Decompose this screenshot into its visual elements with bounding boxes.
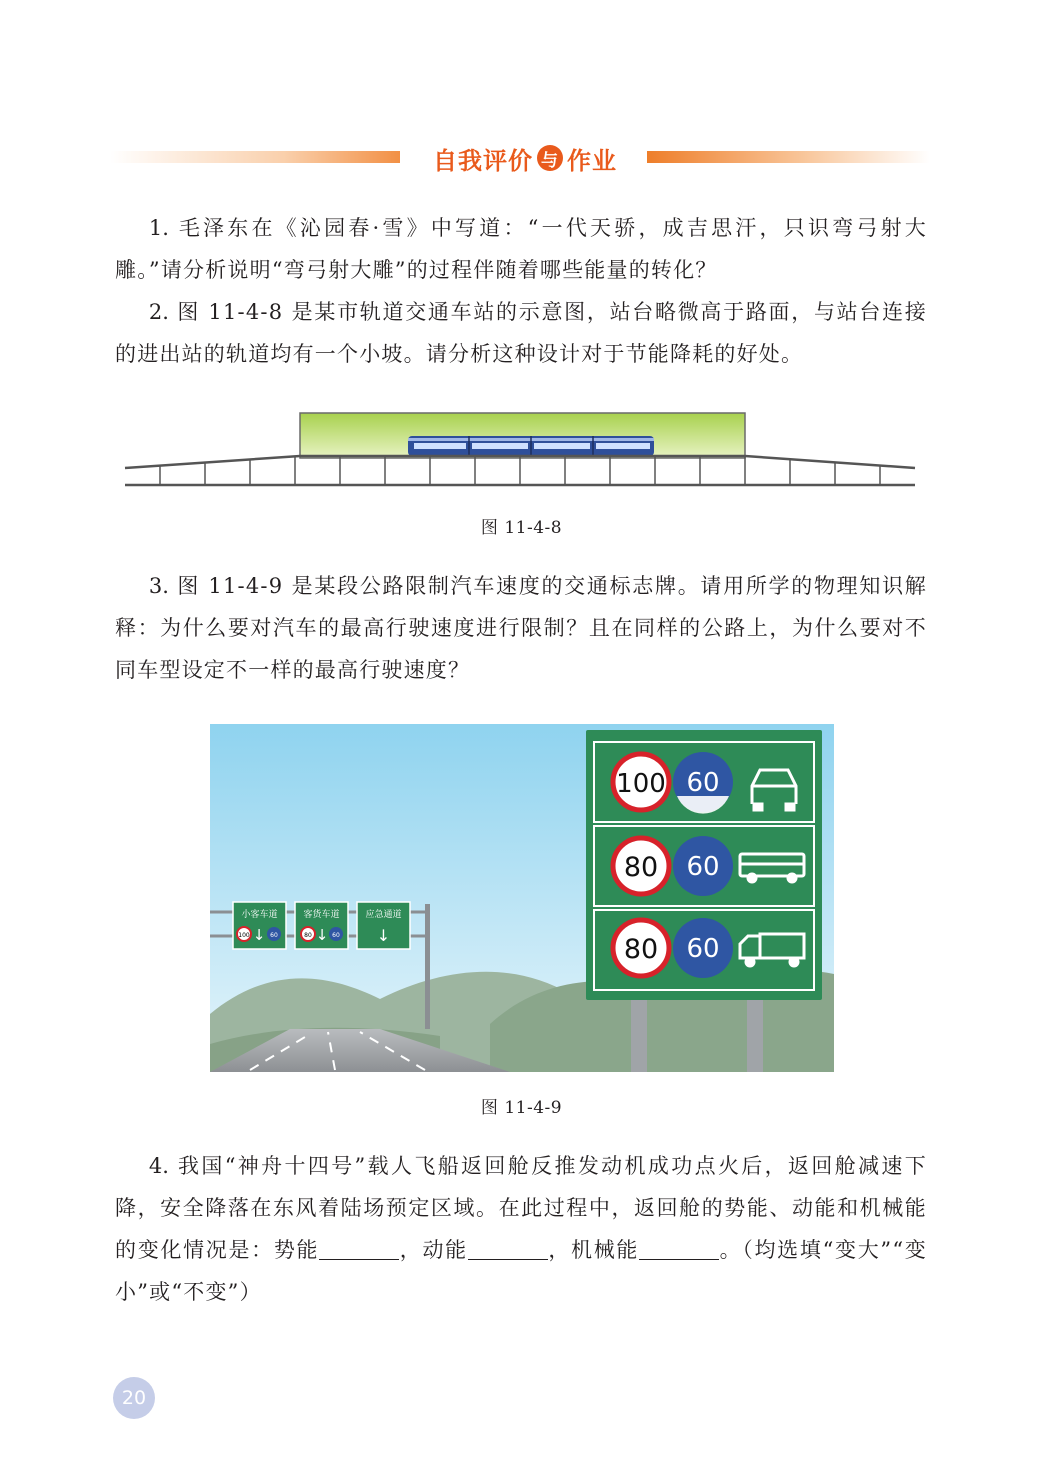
section-header (110, 138, 930, 178)
small-sign-1-min: 60 (270, 932, 278, 939)
row-3-min-speed: 60 (686, 934, 720, 964)
row-1-max-speed: 100 (616, 769, 666, 799)
row-2-min-speed: 60 (686, 852, 720, 882)
question-4 (115, 1145, 927, 1313)
section-title-connector: 与 (537, 145, 563, 171)
page-number: 20 (113, 1377, 155, 1419)
row-1-min-speed: 60 (686, 768, 720, 798)
section-title (420, 138, 630, 178)
question-4-number: 4. (148, 1154, 169, 1178)
svg-text:↓: ↓ (252, 926, 266, 944)
section-title-left: 自我评价 (433, 146, 533, 175)
track-supports (160, 456, 880, 485)
train (408, 436, 654, 456)
big-sign-pole-right (747, 994, 763, 1072)
svg-text:↓: ↓ (376, 926, 391, 945)
question-3-number: 3. (148, 574, 169, 598)
small-sign-2-min: 60 (332, 932, 340, 939)
answer-blank-potential-energy[interactable] (319, 1238, 399, 1260)
question-4-text-part2: ，动能 (399, 1238, 468, 1262)
question-1-text: 毛泽东在《沁园春·雪》中写道：“一代天骄，成吉思汗，只识弯弓射大雕。”请分析说明“弯弓射大雕”的过程伴随着哪些能量的转化？ (115, 216, 927, 282)
question-3-text: 图 11-4-9 是某段公路限制汽车速度的交通标志牌。请用所学的物理知识解释：为什么要对汽车的最高行驶速度进行限制？且在同样的公路上，为什么要对不同车型设定不一样的最高行驶速度？ (115, 574, 927, 682)
question-2-text: 图 11-4-8 是某市轨道交通车站的示意图，站台略微高于路面，与站台连接的进出站的轨道均有一个小坡。请分析这种设计对于节能降耗的好处。 (115, 300, 927, 366)
question-2 (115, 291, 927, 375)
question-4-text-part4: 。（均选填“变大”“变小”或“不变”） (115, 1238, 927, 1304)
small-sign-1-label: 小客车道 (241, 910, 278, 920)
big-sign-pole-left (631, 994, 647, 1072)
section-title-right: 作业 (567, 146, 617, 175)
question-4-text-part1: 我国“神舟十四号”载人飞船返回舱反推发动机成功点火后，返回舱减速下降，安全降落在东风着陆场预定区域。在此过程中，返回舱的势能、动能和机械能的变化情况是：势能 (115, 1154, 927, 1262)
row-2-max-speed: 80 (623, 852, 659, 883)
answer-blank-mechanical-energy[interactable] (639, 1238, 719, 1260)
railway-station-figure (120, 405, 920, 500)
svg-text:↓: ↓ (315, 926, 329, 944)
question-1-number: 1. (148, 216, 169, 240)
small-sign-2-max: 80 (304, 932, 312, 939)
figure-11-4-9-caption: 图 11-4-9 (480, 1098, 563, 1118)
question-2-number: 2. (148, 300, 169, 324)
question-3 (115, 565, 927, 691)
figure-11-4-8-caption: 图 11-4-8 (480, 518, 563, 538)
small-sign-passenger-freight-lane (295, 902, 348, 949)
question-4-text-part3: ，机械能 (547, 1238, 640, 1262)
gantry-pole (425, 904, 430, 1029)
small-sign-3-label: 应急通道 (365, 910, 402, 920)
speed-limit-sign-figure (210, 724, 834, 1072)
question-1 (115, 207, 927, 291)
answer-blank-kinetic-energy[interactable] (468, 1238, 548, 1260)
row-3-max-speed: 80 (623, 934, 659, 965)
small-sign-passenger-car-lane (233, 902, 286, 949)
small-sign-1-max: 100 (238, 932, 250, 939)
big-speed-limit-sign (586, 730, 822, 1000)
small-sign-emergency-lane (357, 902, 410, 949)
header-bar-right (647, 151, 930, 163)
header-bar-left (110, 151, 400, 163)
small-sign-2-label: 客货车道 (303, 910, 340, 920)
